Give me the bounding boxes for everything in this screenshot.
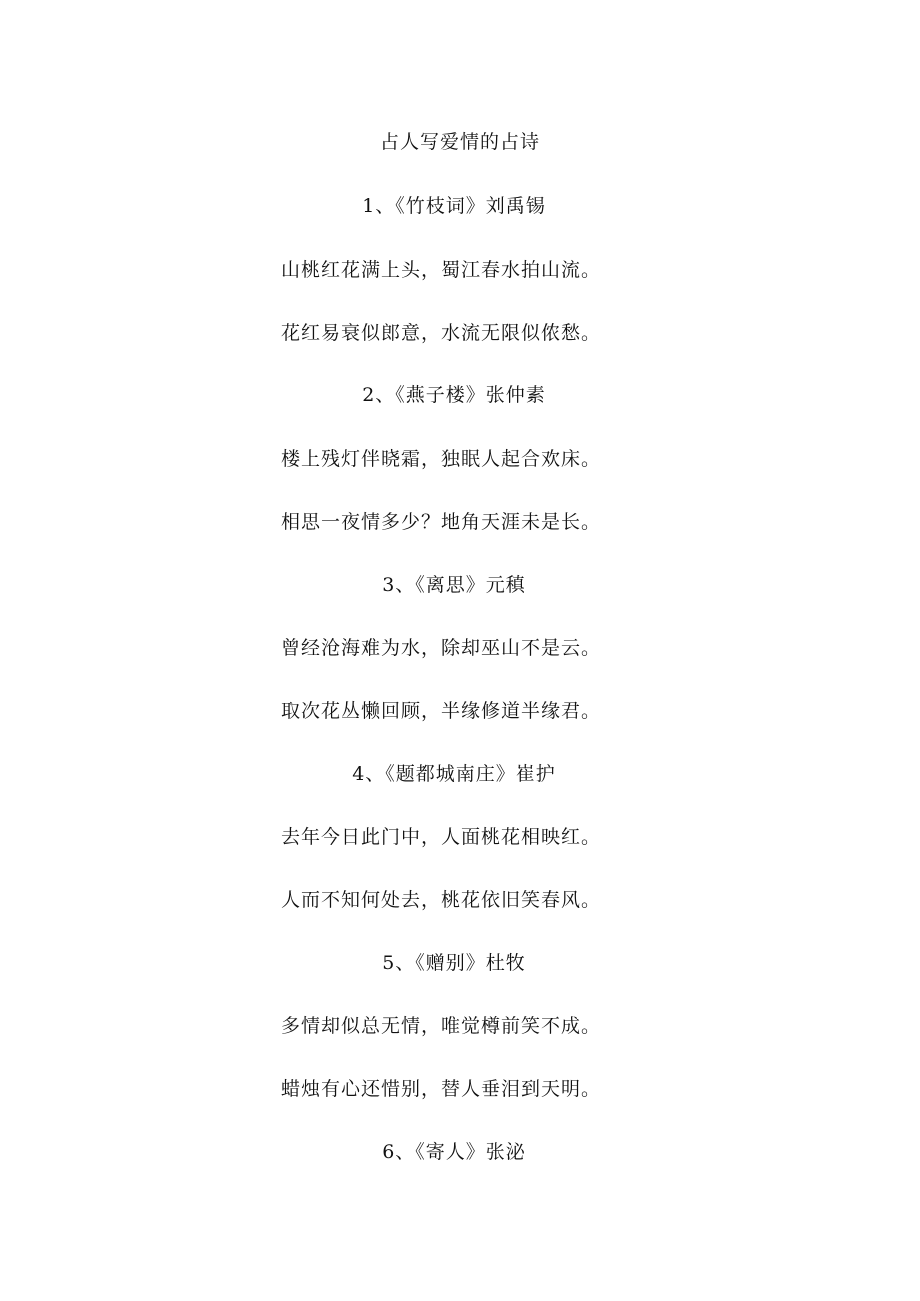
poem-4-line-1: 去年今日此门中，人面桃花相映红。 [281, 826, 602, 848]
poem-4-line-2: 人而不知何处去，桃花依旧笑春风。 [281, 889, 602, 911]
poem-heading-3: 3、《离思》元稹 [382, 574, 526, 596]
poem-1-line-2: 花红易衰似郎意，水流无限似侬愁。 [281, 322, 602, 344]
document-title: 占人写爱情的占诗 [379, 131, 540, 153]
poem-3-line-2: 取次花丛懒回顾，半缘修道半缘君。 [281, 700, 602, 722]
poem-2-line-1: 楼上残灯伴晓霜，独眠人起合欢床。 [281, 448, 602, 470]
poem-5-line-1: 多情却似总无情，唯觉樽前笑不成。 [281, 1015, 602, 1037]
poem-heading-2: 2、《燕子楼》张仲素 [362, 384, 546, 406]
poem-5-line-2: 蜡烛有心还惜别，替人垂泪到天明。 [281, 1078, 602, 1100]
poem-heading-6: 6、《寄人》张泌 [382, 1141, 526, 1163]
poem-3-line-1: 曾经沧海难为水，除却巫山不是云。 [281, 637, 602, 659]
poem-1-line-1: 山桃红花满上头，蜀江春水拍山流。 [281, 259, 602, 281]
poem-2-line-2: 相思一夜情多少？地角天涯未是长。 [281, 511, 602, 533]
poem-heading-1: 1、《竹枝词》刘禹锡 [362, 195, 546, 217]
poem-heading-4: 4、《题都城南庄》崔护 [352, 763, 556, 785]
poem-heading-5: 5、《赠别》杜牧 [382, 952, 526, 974]
